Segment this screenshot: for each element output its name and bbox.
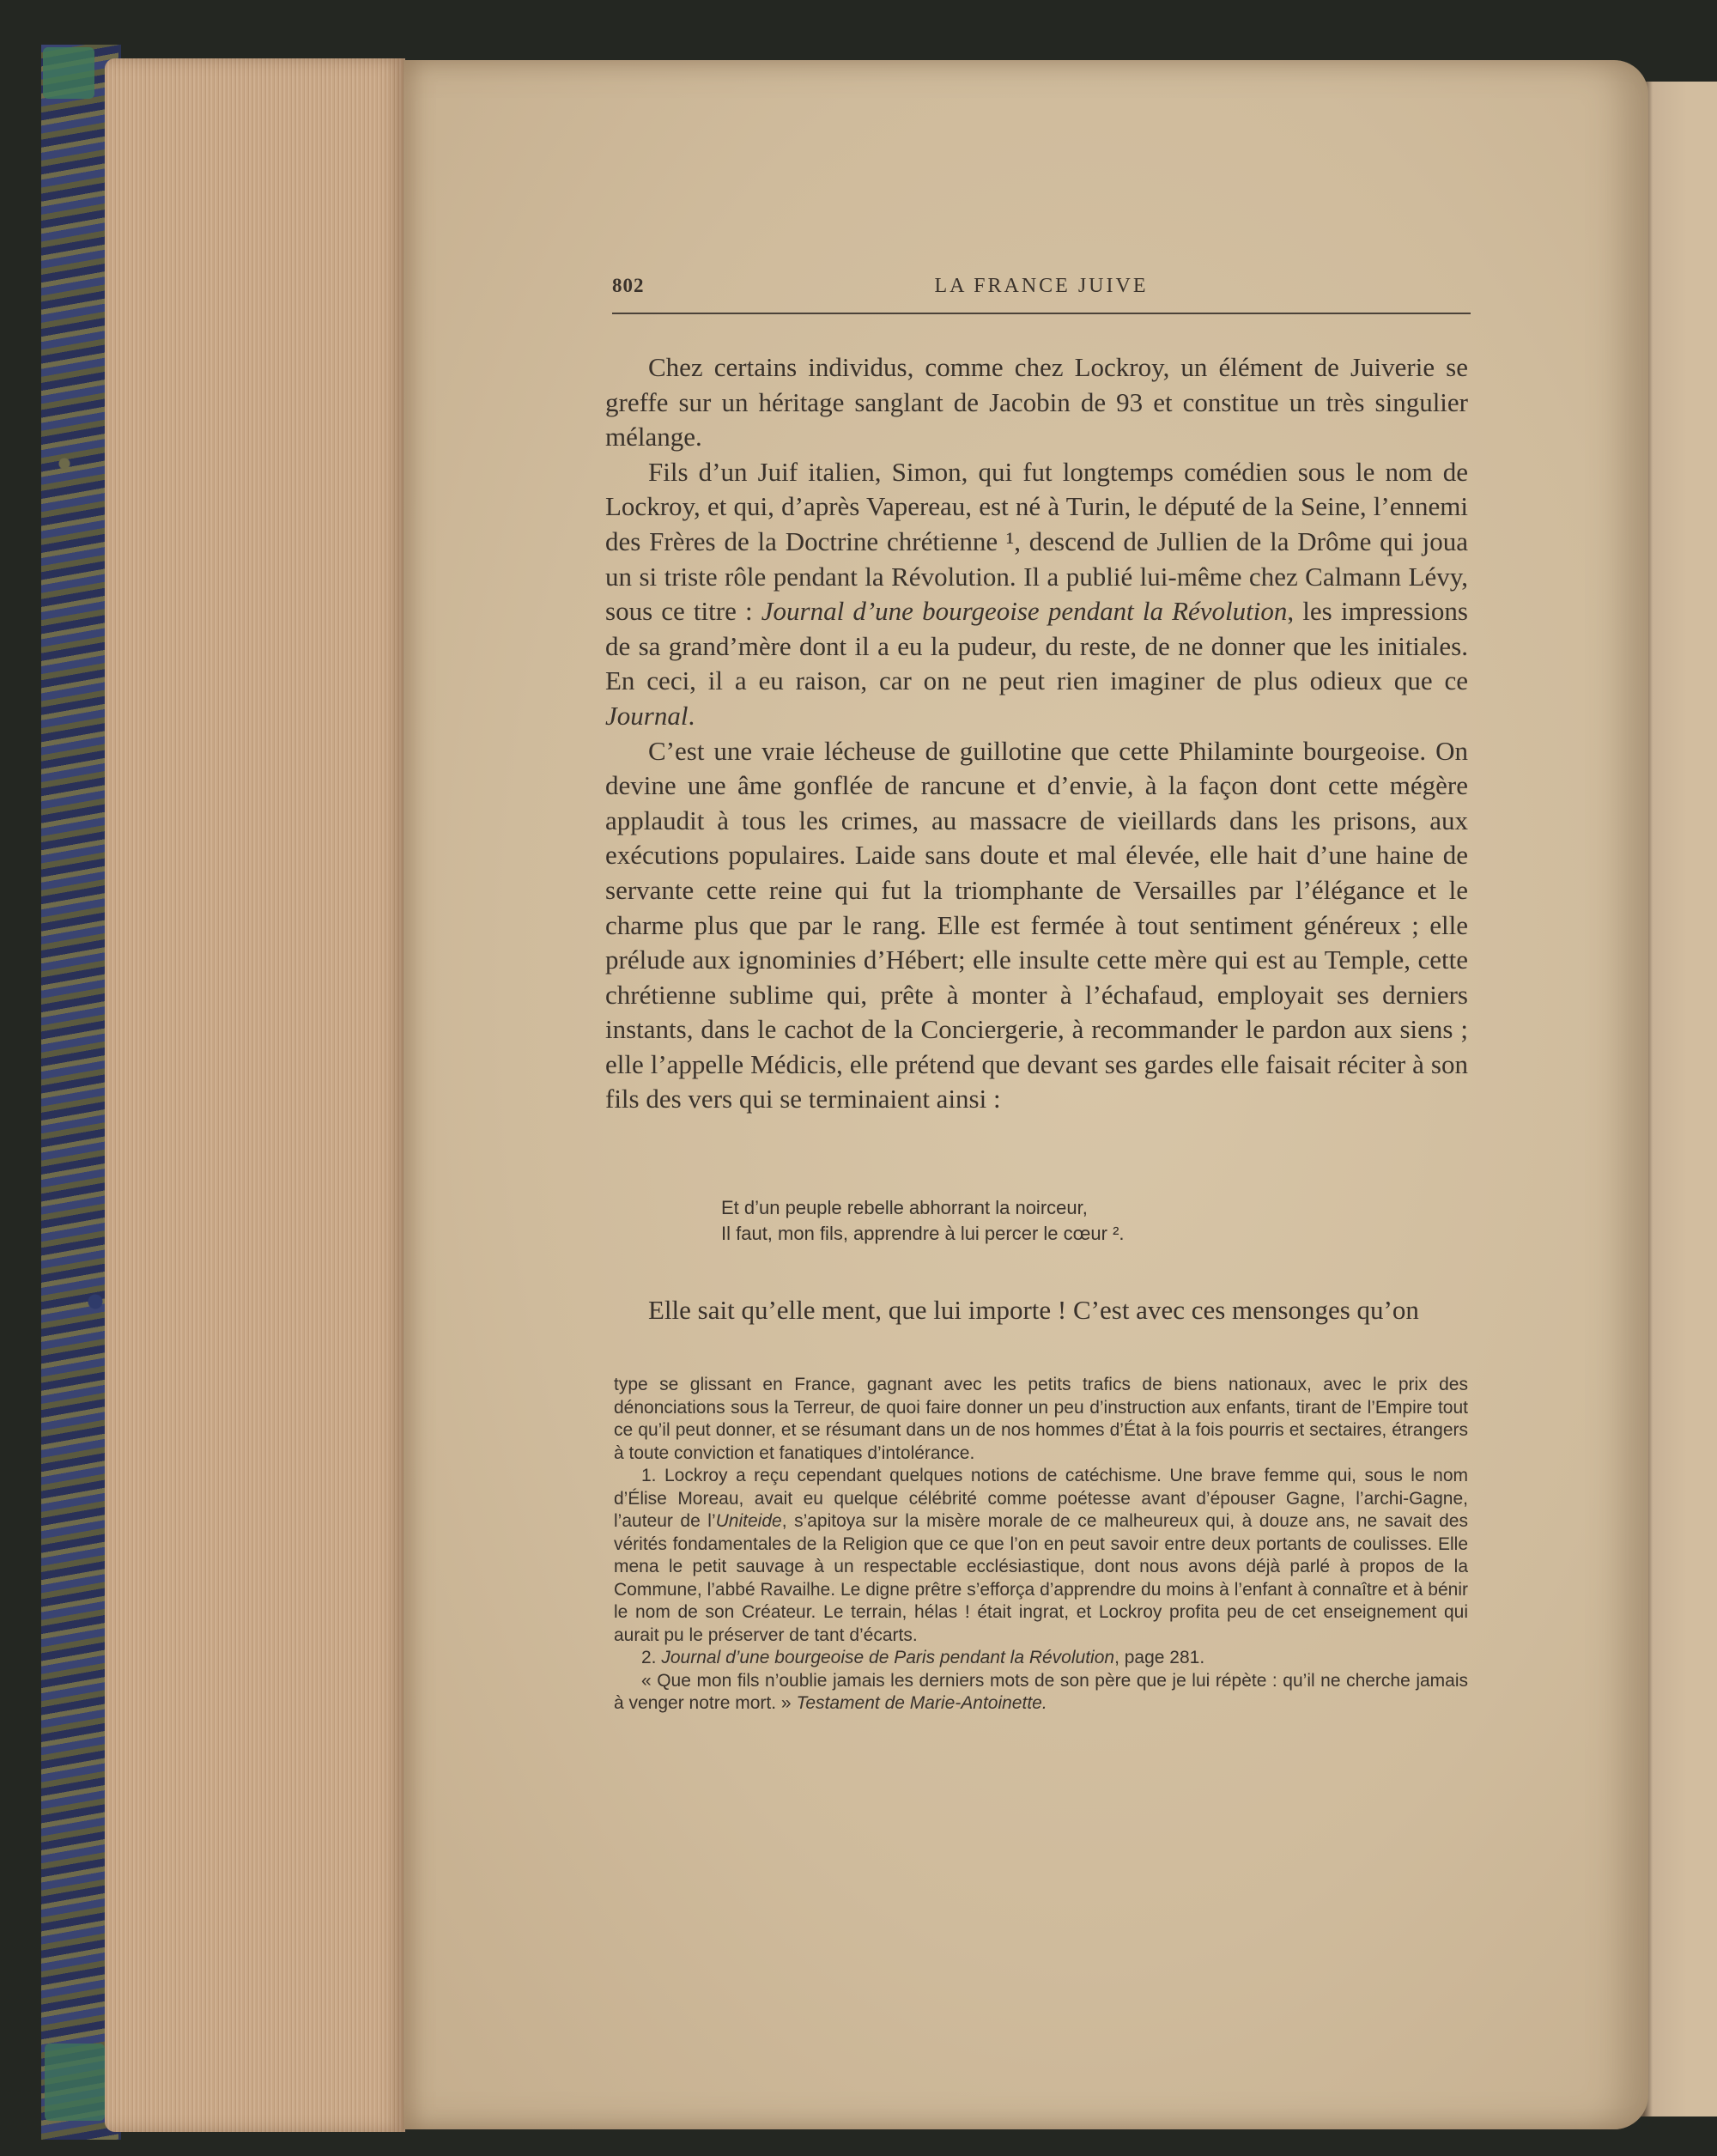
footnote-1-part-a: 1. Lockroy a reçu cependant quelques notions de catéchisme. Une brave femme qui, sous le nom d’Élise Moreau, avait eu quelque célébrité comme poétesse avant d’épouser Gagne, l’archi-Gagne, l’auteur de l’ [614,1466,1468,1531]
footnote-2-quote-text: « Que mon fils n’oublie jamais les derniers mots de son père que je lui répète : qu’il ne cherche jamais à venger notre mort. » [614,1670,1468,1713]
footnote-continuation: type se glissant en France, gagnant avec les petits trafics de biens nationaux, avec le prix des dénonciations sous la Terreur, de quoi faire donner un peu d’instruction aux enfants, tirant de l’Empire tout ce qu’il peut donner, et se résumant dans un de nos hommes d’État à la fois pourris et sectaires, étrangers à toute conviction et fanatiques d’intolérance. [614,1375,1468,1463]
paragraph-2-part-c: . [688,700,695,731]
verse-line-2: Il faut, mon fils, apprendre à lui percer le cœur ². [721,1223,1125,1244]
footnotes [614,1374,1468,1716]
paragraph-2-part-a: Fils d’un Juif italien, Simon, qui fut longtemps comédien sous le nom de Lockroy, et qui, d’après Vapereau, est né à Turin, le député de la Seine, l’ennemi des Frères de la Doctrine chrétienne ¹, descend de Jullien de la Drôme qui joua un si triste rôle pendant la Révolution. Il a publié lui-même chez Calmann Lévy, sous ce titre : [605,456,1468,627]
page-block-edge [105,58,405,2132]
footnote-1-part-b: , s’apitoya sur la misère morale de ce malheureux qui, à douze ans, ne savait des vérités fondamentales de la Religion que ce que l’on en peut savoir entre deux portants de coulisses. Elle mena le petit sauvage à un respectable ecclésiastique, dont nous avons déjà parlé à propos de la Commune, l’abbé Ravailhe. Le digne prêtre s’efforça d’apprendre du moins à l’enfant à connaître et à bénir le nom de son Créateur. Le terrain, hélas ! était ingrat, et Lockroy profita peu de cet enseignement qui aurait pu le préserver de tant d’écarts. [614,1511,1468,1645]
page-number: 802 [612,275,645,296]
book-page [403,60,1648,2129]
footnote-1 [614,1465,1468,1647]
cover-corner-top [43,47,94,99]
footnote-2 [614,1647,1468,1670]
paragraph-1: Chez certains individus, comme chez Lockroy, un élément de Juiverie se greffe sur un héritage sanglant de Jacobin de 93 et constitue un très singulier mélange. [605,352,1468,452]
paragraph-3: C’est une vraie lécheuse de guillotine que cette Philaminte bourgeoise. On devine une âme gonflée de rancune et d’envie, à la façon dont cette mégère applaudit à tous les crimes, au massacre de vieillards dans les prisons, aux exécutions populaires. Laide sans doute et mal élevée, elle hait d’une haine de servante cette reine qui fut la triomphante de Versailles par l’élégance et le charme plus que par le rang. Elle est fermée à tout sentiment généreux ; elle prélude aux ignominies d’Hébert; elle insulte cette mère qui est au Temple, cette chrétienne sublime qui, prête à monter à l’échafaud, employait ses derniers instants, dans le cachot de la Conciergerie, à recommander le pardon aux siens ; elle l’appelle Médicis, elle prétend que devant ses gardes elle faisait réciter à son fils des vers qui se terminaient ainsi : [605,735,1468,1114]
cover-corner-bottom [45,2044,105,2121]
footnote-2-page: , page 281. [1114,1648,1205,1667]
footnote-2-number: 2. [641,1648,662,1667]
page-header [612,275,1471,314]
running-title: LA FRANCE JUIVE [934,275,1149,297]
verse-line-1: Et d’un peuple rebelle abhorrant la noirceur, [721,1197,1088,1218]
footnote-2-source: Testament de Marie-Antoinette. [796,1693,1047,1713]
verse-quote [721,1195,1322,1247]
paragraph-2-journal: Journal [605,700,689,731]
paragraph-2 [605,455,1468,734]
footnote-1-title: Uniteide [715,1511,782,1531]
main-text [605,350,1468,1117]
footnote-2-quote [614,1670,1468,1716]
footnote-2-title: Journal d’une bourgeoise de Paris pendant la Révolution [661,1648,1115,1667]
closing-line: Elle sait qu’elle ment, que lui importe ! C’est avec ces mensonges qu’on [648,1295,1419,1325]
paragraph-2-part-b: , les impressions de sa grand’mère dont il a eu la pudeur, du reste, de ne donner que les initiales. En ceci, il a eu raison, car on ne peut rien imaginer de plus odieux que ce [605,596,1468,696]
paragraph-2-book-title: Journal d’une bourgeoise pendant la Révolution [761,596,1288,627]
